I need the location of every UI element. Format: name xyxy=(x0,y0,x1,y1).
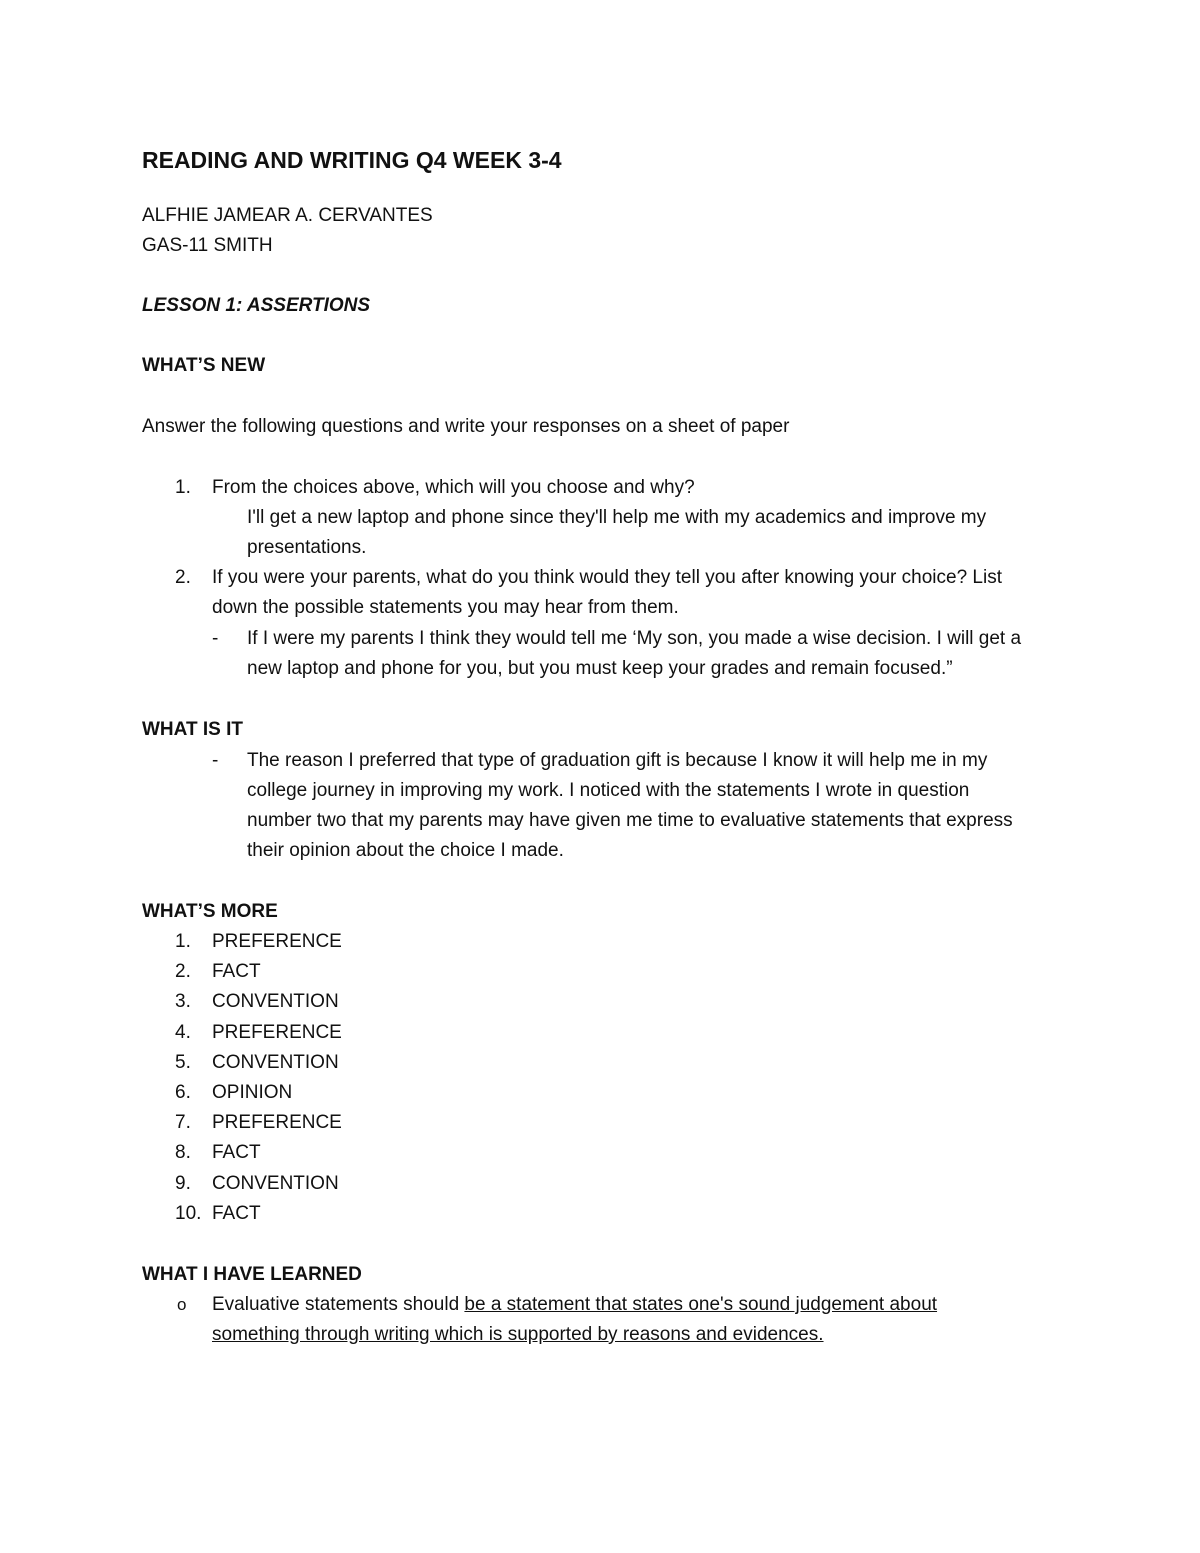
document-title: READING AND WRITING Q4 WEEK 3-4 xyxy=(142,147,562,173)
list-item-number: 2. xyxy=(175,961,191,982)
student-name: ALFHIE JAMEAR A. CERVANTES xyxy=(142,205,433,226)
list-item: CONVENTION xyxy=(212,1173,339,1194)
list-item-number: 6. xyxy=(175,1082,191,1103)
list-item-number: 10. xyxy=(175,1203,202,1224)
what-is-it-line-3: number two that my parents may have given me time to evaluative statements that express xyxy=(247,810,1013,831)
what-is-it-line-1: The reason I preferred that type of graduation gift is because I know it will help me in my xyxy=(247,750,988,771)
learned-line-1 xyxy=(212,1293,937,1317)
list-item-number: 3. xyxy=(175,991,191,1012)
list-item-number: 4. xyxy=(175,1022,191,1043)
bullet-icon: o xyxy=(177,1295,187,1314)
learned-underlined-1: be a statement that states one's sound judgement about xyxy=(464,1294,938,1315)
what-is-it-line-4: their opinion about the choice I made. xyxy=(247,840,564,861)
what-is-it-line-2: college journey in improving my work. I noticed with the statements I wrote in question xyxy=(247,780,970,801)
list-item-number: 1. xyxy=(175,931,191,952)
question-2-answer-line-2: new laptop and phone for you, but you must keep your grades and remain focused.” xyxy=(247,658,953,679)
whats-new-heading: WHAT’S NEW xyxy=(142,355,266,376)
list-item: FACT xyxy=(212,1203,261,1224)
learned-underlined-2: something through writing which is supported by reasons and evidences. xyxy=(212,1324,824,1345)
question-2-number: 2. xyxy=(175,567,191,588)
what-is-it-dash: - xyxy=(212,750,219,771)
question-1-answer-line-1: I'll get a new laptop and phone since they'll help me with my academics and improve my xyxy=(247,507,987,528)
question-2-dash: - xyxy=(212,628,219,649)
whats-new-instruction: Answer the following questions and write your responses on a sheet of paper xyxy=(142,416,790,437)
list-item: PREFERENCE xyxy=(212,931,342,952)
list-item-number: 7. xyxy=(175,1112,191,1133)
list-item: FACT xyxy=(212,1142,261,1163)
section-name: GAS-11 SMITH xyxy=(142,235,273,256)
list-item-number: 5. xyxy=(175,1052,191,1073)
what-i-have-learned-heading: WHAT I HAVE LEARNED xyxy=(142,1264,362,1285)
list-item: CONVENTION xyxy=(212,991,339,1012)
question-1-text: From the choices above, which will you choose and why? xyxy=(212,477,695,498)
learned-prefix: Evaluative statements should xyxy=(212,1294,465,1315)
what-is-it-heading: WHAT IS IT xyxy=(142,719,243,740)
question-2-text-line-1: If you were your parents, what do you think would they tell you after knowing your choice? List xyxy=(212,567,1002,588)
question-2-answer-line-1: If I were my parents I think they would tell me ‘My son, you made a wise decision. I will get a xyxy=(247,628,1022,649)
question-1-number: 1. xyxy=(175,477,191,498)
list-item: CONVENTION xyxy=(212,1052,339,1073)
list-item: PREFERENCE xyxy=(212,1022,342,1043)
list-item: OPINION xyxy=(212,1082,293,1103)
question-1-answer-line-2: presentations. xyxy=(247,537,367,558)
list-item: FACT xyxy=(212,961,261,982)
lesson-heading: LESSON 1: ASSERTIONS xyxy=(142,295,371,316)
question-2-text-line-2: down the possible statements you may hear from them. xyxy=(212,597,679,618)
list-item-number: 9. xyxy=(175,1173,191,1194)
list-item: PREFERENCE xyxy=(212,1112,342,1133)
list-item-number: 8. xyxy=(175,1142,191,1163)
whats-more-heading: WHAT’S MORE xyxy=(142,901,278,922)
